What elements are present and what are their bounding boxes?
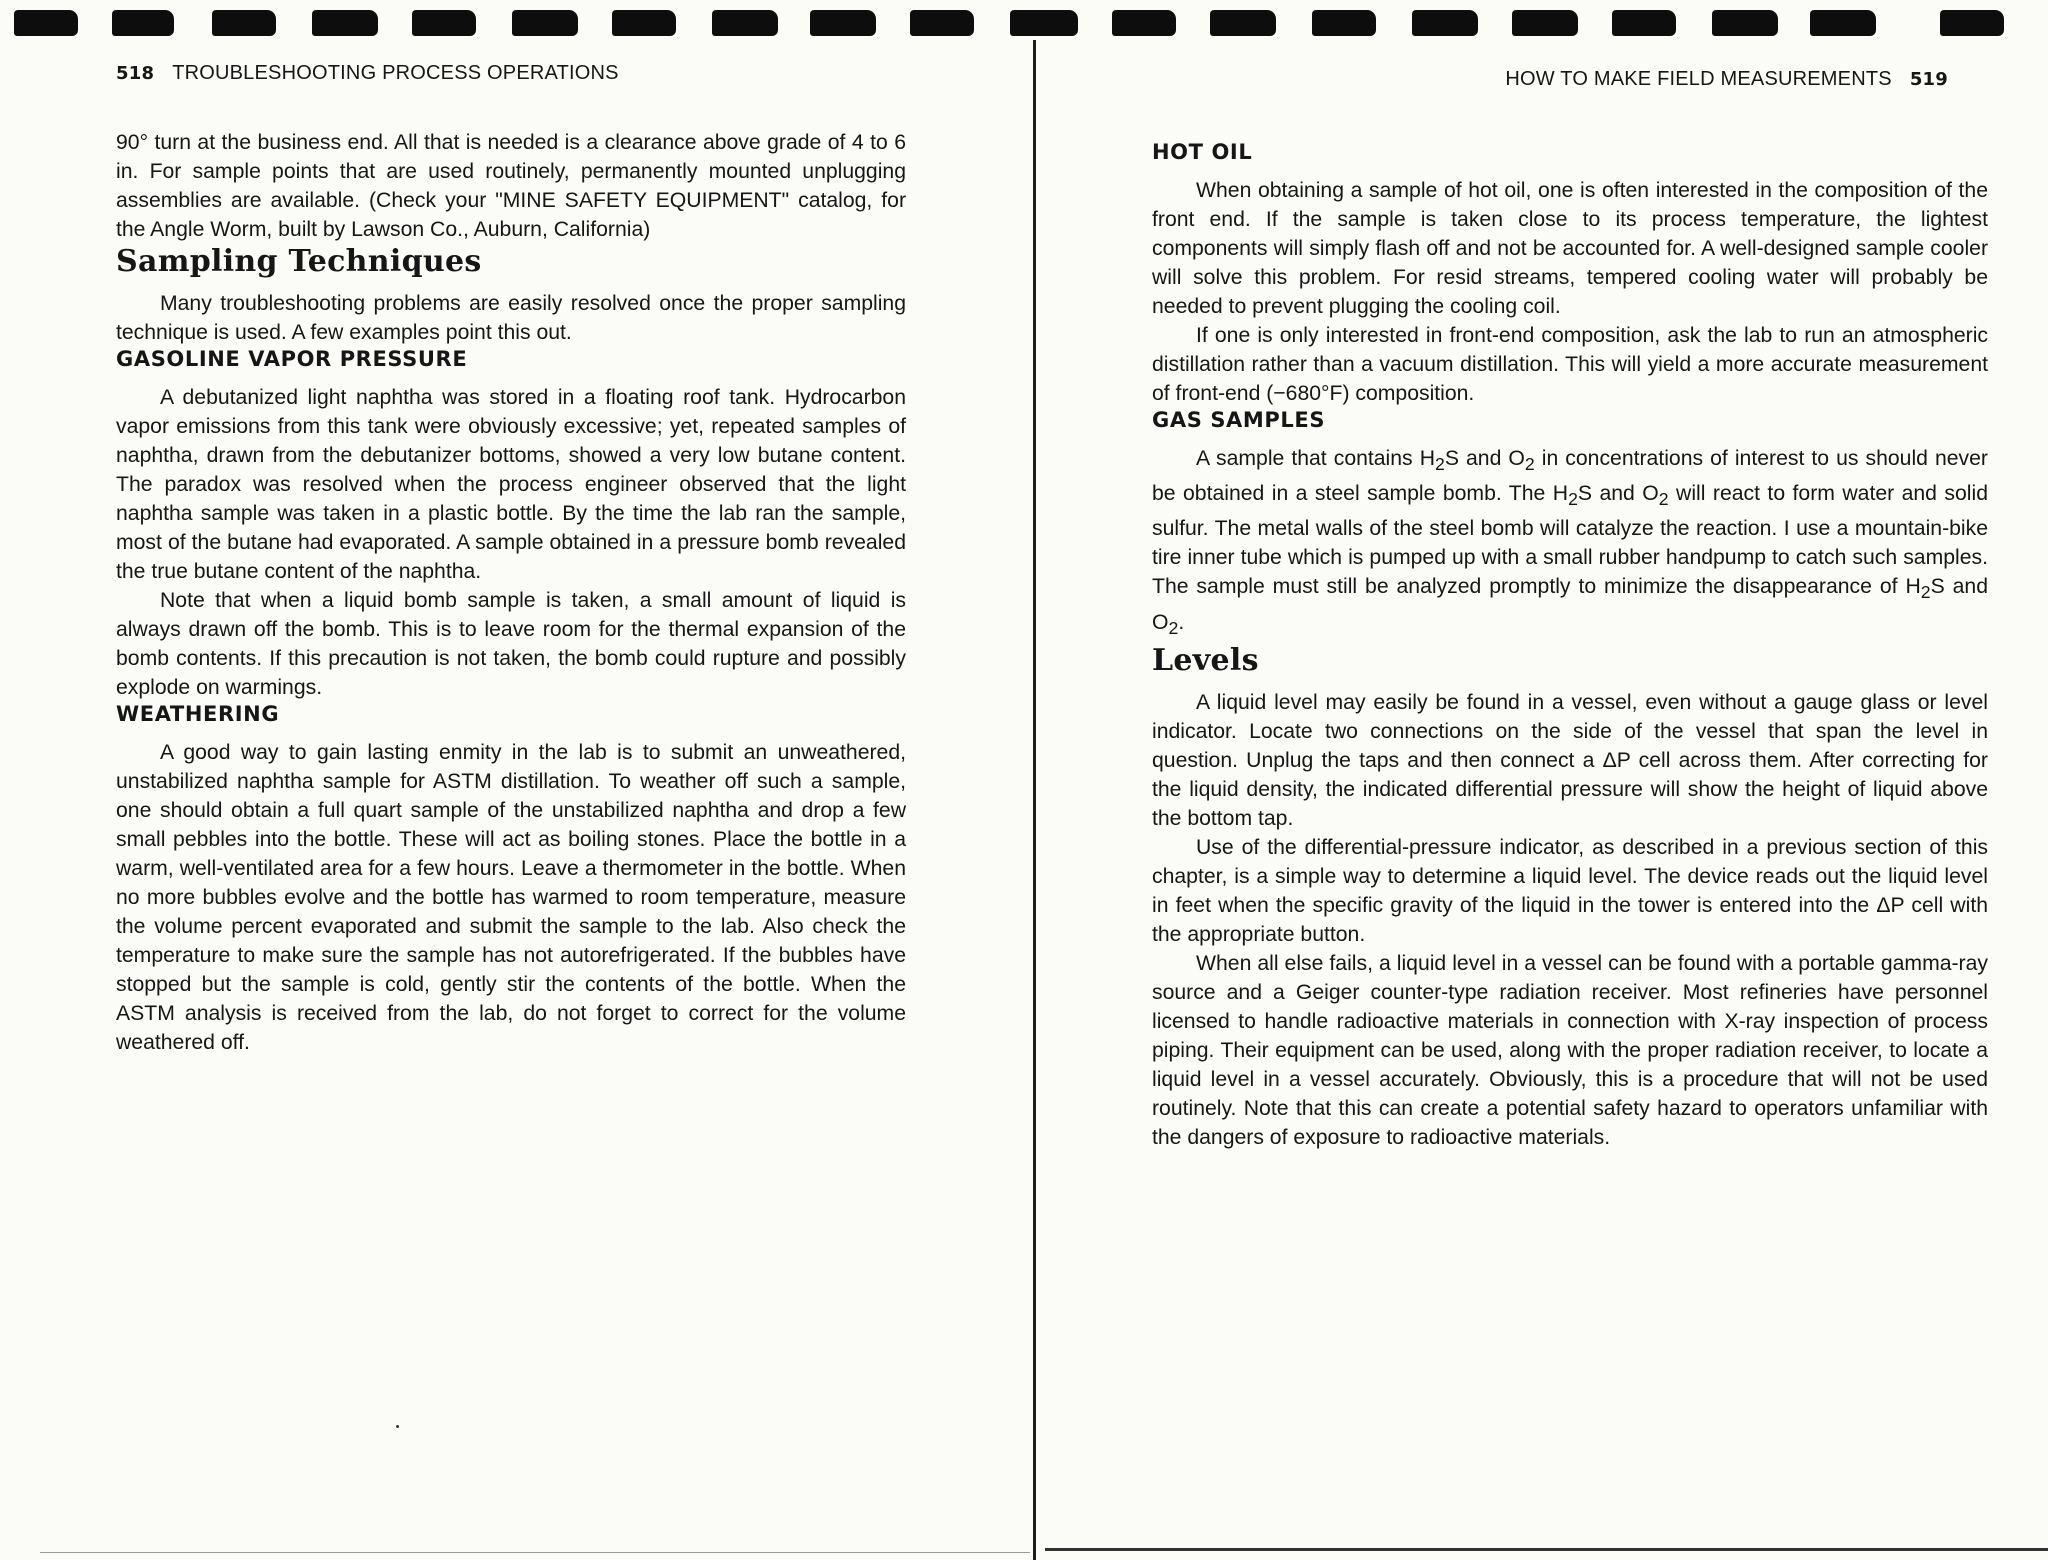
right-page <box>1040 0 2048 1556</box>
left-chapter-title: TROUBLESHOOTING PROCESS OPERATIONS <box>172 62 619 84</box>
section-title-levels: Levels <box>1152 642 1259 678</box>
subheading-weathering: WEATHERING <box>116 702 280 726</box>
subheading-gasoline: GASOLINE VAPOR PRESSURE <box>116 347 468 371</box>
page-gutter <box>1033 40 1036 1560</box>
gas-samples-paragraph: A sample that contains $H_2S$ and $O_2$ in concentrations of interest to us should never be obtained in a steel sample bomb. The $H_2S$ and $O_2$ will react to form water and solid sulfur. The metal walls of the steel bomb will catalyze the reaction. I use a mountain-bike tire inner tube which is pumped up with a small rubber handpump to catch such samples. The sample must still be analyzed promptly to minimize the disappearance of $H_2S$ and $O_2$. <box>1152 447 1989 638</box>
hot-oil-paragraph-2: If one is only interested in front-end composition, ask the lab to run an atmospheric distillation rather than a vacuum distillation. This will yield a more accurate measurement of front-end (−680°F) composition. <box>1152 324 1988 405</box>
gasoline-paragraph-2: Note that when a liquid bomb sample is taken, a small amount of liquid is always drawn off the bomb. This is to leave room for the thermal expansion of the bomb contents. If this precaution is not taken, the bomb could rupture and possibly explode on warmings. <box>116 589 906 699</box>
sampling-paragraph: Many troubleshooting problems are easily resolved once the proper sampling technique is used. A few examples point this out. <box>116 292 906 344</box>
right-chapter-title: HOW TO MAKE FIELD MEASUREMENTS <box>1505 68 1892 90</box>
subheading-hot-oil: HOT OIL <box>1152 140 1253 164</box>
levels-paragraph-1: A liquid level may easily be found in a vessel, even without a gauge glass or level indicator. Locate two connections on the side of the vessel that span the level in question. Unplug the taps and then connect a ΔP cell across them. After correcting for the liquid density, the indicated differential pressure will show the height of liquid above the bottom tap. <box>1152 690 1988 830</box>
paper-speck <box>396 1425 399 1428</box>
right-page-number: 519 <box>1909 69 1948 90</box>
left-running-head <box>116 62 619 85</box>
hot-oil-paragraph-1: When obtaining a sample of hot oil, one is often interested in the composition of the front end. If the sample is taken close to its process temperature, the lightest components will simply flash off and not be accounted for. A well-designed sample cooler will solve this problem. For resid streams, tempered cooling water will probably be needed to prevent plugging the cooling coil. <box>1152 179 1988 318</box>
left-page-number: 518 <box>116 63 155 84</box>
right-text-column <box>1152 140 1988 1152</box>
levels-paragraph-2: Use of the differential-pressure indicator, as described in a previous section of this chapter, is a simple way to determine a liquid level. The device reads out the liquid level in feet when the specific gravity of the liquid in the tower is entered into the ΔP cell with the appropriate button. <box>1152 835 1988 946</box>
section-title-sampling: Sampling Techniques <box>116 244 482 279</box>
intro-paragraph: 90° turn at the business end. All that is needed is a clearance above grade of 4 to 6 in. For sample points that are used routinely, permanently mounted unplugging assemblies are available. (Check your "MINE SAFETY EQUIPMENT" catalog, for the Angle Worm, built by Lawson Co., Auburn, California) <box>116 131 906 241</box>
weathering-paragraph: A good way to gain lasting enmity in the lab is to submit an unweathered, unstabilized naphtha sample for ASTM distillation. To weather off such a sample, one should obtain a full quart sample of the unstabilized naphtha and drop a few small pebbles into the bottle. These will act as boiling stones. Place the bottle in a warm, well-ventilated area for a few hours. Leave a thermometer in the bottle. When no more bubbles evolve and the bottle has warmed to room temperature, measure the volume percent evaporated and submit the sample to the lab. Also check the temperature to make sure the sample has not autorefrigerated. If the bubbles have stopped but the sample is cold, gently stir the contents of the bottle. When the ASTM analysis is received from the lab, do not forget to correct for the volume weathered off. <box>116 741 906 1054</box>
subheading-gas-samples: GAS SAMPLES <box>1152 408 1326 432</box>
right-running-head <box>1505 68 1948 91</box>
gasoline-paragraph-1: A debutanized light naphtha was stored in a floating roof tank. Hydrocarbon vapor emissions from this tank were obviously excessive; yet, repeated samples of naphtha, drawn from the debutanizer bottoms, showed a very low butane content. The paradox was resolved when the process engineer observed that the light naphtha sample was taken in a plastic bottle. By the time the lab ran the sample, most of the butane had evaporated. A sample obtained in a pressure bomb revealed the true butane content of the naphtha. <box>116 386 906 583</box>
levels-paragraph-3: When all else fails, a liquid level in a vessel can be found with a portable gamma-ray source and a Geiger counter-type radiation receiver. Most refineries have personnel licensed to handle radioactive materials in connection with X-ray inspection of process piping. Their equipment can be used, along with the proper radiation receiver, to locate a liquid level in a vessel accurately. Obviously, this is a procedure that will not be used routinely. Note that this can create a potential safety hazard to operators unfamiliar with the dangers of exposure to radioactive materials. <box>1152 951 1988 1149</box>
left-text-column <box>116 128 906 1057</box>
